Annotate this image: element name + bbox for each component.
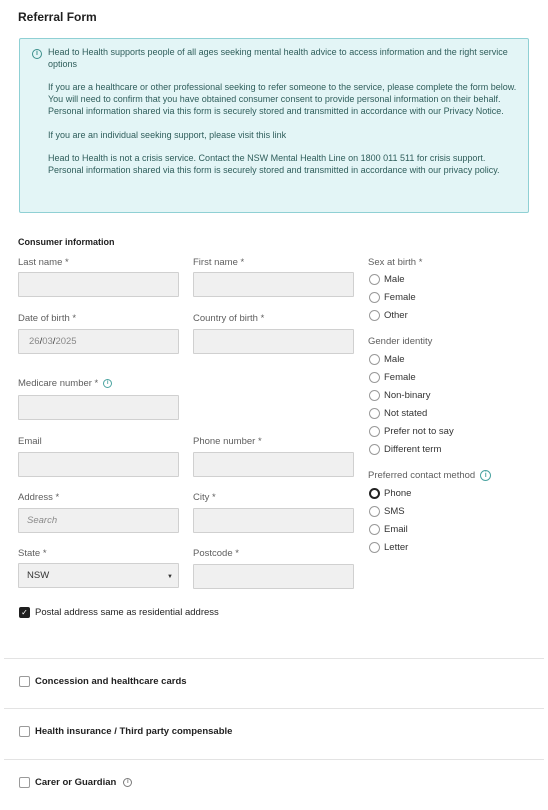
- medicare-label-text: Medicare number *: [18, 378, 99, 389]
- dob-value: [19, 330, 178, 353]
- postcode-label: Postcode *: [193, 548, 239, 559]
- last-name-value: [19, 279, 27, 290]
- info-paragraph: If you are a healthcare or other professional seeking to refer someone to the service, please complete the form below. You will need to confirm that you have obtained consumer consent to provide personal information on their behalf. Personal information shared via this form is securely stored and transmitted in accordance with our Privacy Notice.: [48, 82, 517, 116]
- radio-button[interactable]: [369, 408, 380, 419]
- postal-same-row[interactable]: [19, 607, 219, 618]
- radio-button[interactable]: [369, 292, 380, 303]
- radio-button[interactable]: [369, 354, 380, 365]
- dob-month[interactable]: 03: [42, 336, 53, 347]
- divider: [4, 658, 544, 659]
- divider: [4, 759, 544, 760]
- phone-input[interactable]: [193, 452, 354, 477]
- info-icon[interactable]: i: [480, 470, 491, 481]
- info-banner: [19, 38, 529, 213]
- medicare-value: [19, 402, 27, 413]
- dob-day[interactable]: 26: [29, 336, 40, 347]
- medicare-label: [18, 378, 112, 389]
- phone-value: [194, 459, 202, 470]
- radio-button[interactable]: [369, 274, 380, 285]
- state-label: State *: [18, 548, 47, 559]
- radio-option[interactable]: [369, 404, 454, 422]
- radio-label: Email: [384, 523, 408, 535]
- radio-option[interactable]: [369, 520, 411, 538]
- info-icon[interactable]: i: [103, 379, 112, 388]
- address-label: Address *: [18, 492, 60, 503]
- radio-button[interactable]: [369, 506, 380, 517]
- section-title: Health insurance / Third party compensable: [35, 726, 233, 737]
- radio-option[interactable]: [369, 422, 454, 440]
- radio-label: Female: [384, 291, 416, 303]
- radio-option[interactable]: [369, 270, 416, 288]
- contact-method-label: [368, 470, 491, 481]
- divider: [4, 708, 544, 709]
- radio-button[interactable]: [369, 372, 380, 383]
- country-value: [194, 336, 202, 347]
- radio-option[interactable]: [369, 306, 416, 324]
- radio-label: Male: [384, 273, 405, 285]
- radio-option[interactable]: [369, 484, 411, 502]
- radio-label: Female: [384, 371, 416, 383]
- info-paragraph: If you are an individual seeking support, please visit this link: [48, 129, 287, 140]
- section-heading: Consumer information: [18, 237, 115, 247]
- radio-label: Male: [384, 353, 405, 365]
- section-title: Concession and healthcare cards: [35, 676, 187, 687]
- radio-button[interactable]: [369, 390, 380, 401]
- email-label: Email: [18, 436, 42, 447]
- sex-at-birth-label: Sex at birth *: [368, 257, 423, 268]
- phone-label: Phone number *: [193, 436, 262, 447]
- last-name-input[interactable]: [18, 272, 179, 297]
- medicare-input[interactable]: [18, 395, 179, 420]
- radio-label: Other: [384, 309, 408, 321]
- carer-section-toggle[interactable]: [19, 777, 132, 788]
- dob-input[interactable]: [18, 329, 179, 354]
- check-icon[interactable]: ✓: [19, 607, 30, 618]
- radio-label: Phone: [384, 487, 412, 499]
- radio-option[interactable]: [369, 288, 416, 306]
- info-icon: i: [32, 49, 42, 59]
- insurance-section-toggle[interactable]: [19, 726, 232, 737]
- city-label: City *: [193, 492, 216, 503]
- first-name-value: [194, 279, 202, 290]
- radio-option[interactable]: [369, 386, 454, 404]
- dob-sep: /: [39, 336, 43, 347]
- address-search-input[interactable]: [18, 508, 179, 533]
- gender-identity-group: [369, 350, 454, 458]
- sex-at-birth-group: [369, 270, 416, 324]
- country-input[interactable]: [193, 329, 354, 354]
- radio-button[interactable]: [369, 444, 380, 455]
- radio-button[interactable]: [369, 524, 380, 535]
- contact-method-group: [369, 484, 411, 556]
- radio-option[interactable]: [369, 350, 454, 368]
- radio-option[interactable]: [369, 502, 411, 520]
- checkbox[interactable]: [19, 676, 30, 687]
- address-placeholder: Search: [27, 515, 58, 526]
- last-name-label: Last name *: [18, 257, 69, 268]
- email-value: [19, 459, 27, 470]
- radio-label: SMS: [384, 505, 405, 517]
- radio-label: Letter: [384, 541, 409, 553]
- section-title: Carer or Guardian: [35, 777, 117, 788]
- contact-method-label-text: Preferred contact method: [368, 470, 476, 482]
- concession-section-toggle[interactable]: [19, 676, 187, 687]
- postcode-value: [194, 571, 202, 582]
- radio-label: Not stated: [384, 407, 428, 419]
- info-paragraph: Head to Health supports people of all ages seeking mental health advice to access information and the right service options: [48, 47, 508, 69]
- dob-year[interactable]: 2025: [55, 336, 77, 347]
- radio-option[interactable]: [369, 440, 454, 458]
- country-label: Country of birth *: [193, 313, 265, 324]
- dob-label: Date of birth *: [18, 313, 77, 324]
- postal-same-label: Postal address same as residential address: [35, 607, 219, 618]
- state-select[interactable]: [18, 563, 179, 588]
- first-name-label: First name *: [193, 257, 245, 268]
- radio-button-selected[interactable]: [369, 488, 380, 499]
- radio-label: Different term: [384, 443, 442, 455]
- radio-button[interactable]: [369, 426, 380, 437]
- radio-option[interactable]: [369, 368, 454, 386]
- radio-option[interactable]: [369, 538, 411, 556]
- checkbox[interactable]: [19, 726, 30, 737]
- caret-down-icon: ▼: [167, 574, 173, 580]
- radio-label: Non-binary: [384, 389, 431, 401]
- checkbox[interactable]: [19, 777, 30, 788]
- info-paragraph: Head to Health is not a crisis service. Contact the NSW Mental Health Line on 1800 011 511 for crisis support. Personal information shared via this form is securely stored and transmitted in accordance with our privacy policy.: [48, 153, 500, 175]
- city-value: [194, 515, 202, 526]
- dob-sep: /: [52, 336, 56, 347]
- city-input[interactable]: [193, 508, 354, 533]
- radio-button[interactable]: [369, 542, 380, 553]
- info-icon[interactable]: i: [123, 778, 132, 787]
- postcode-input[interactable]: [193, 564, 354, 589]
- radio-label: Prefer not to say: [384, 425, 454, 437]
- email-input[interactable]: [18, 452, 179, 477]
- first-name-input[interactable]: [193, 272, 354, 297]
- info-text: [48, 47, 520, 189]
- radio-button[interactable]: [369, 310, 380, 321]
- state-value: NSW: [27, 570, 50, 581]
- gender-identity-label: Gender identity: [368, 336, 433, 347]
- page-title: Referral Form: [18, 10, 97, 24]
